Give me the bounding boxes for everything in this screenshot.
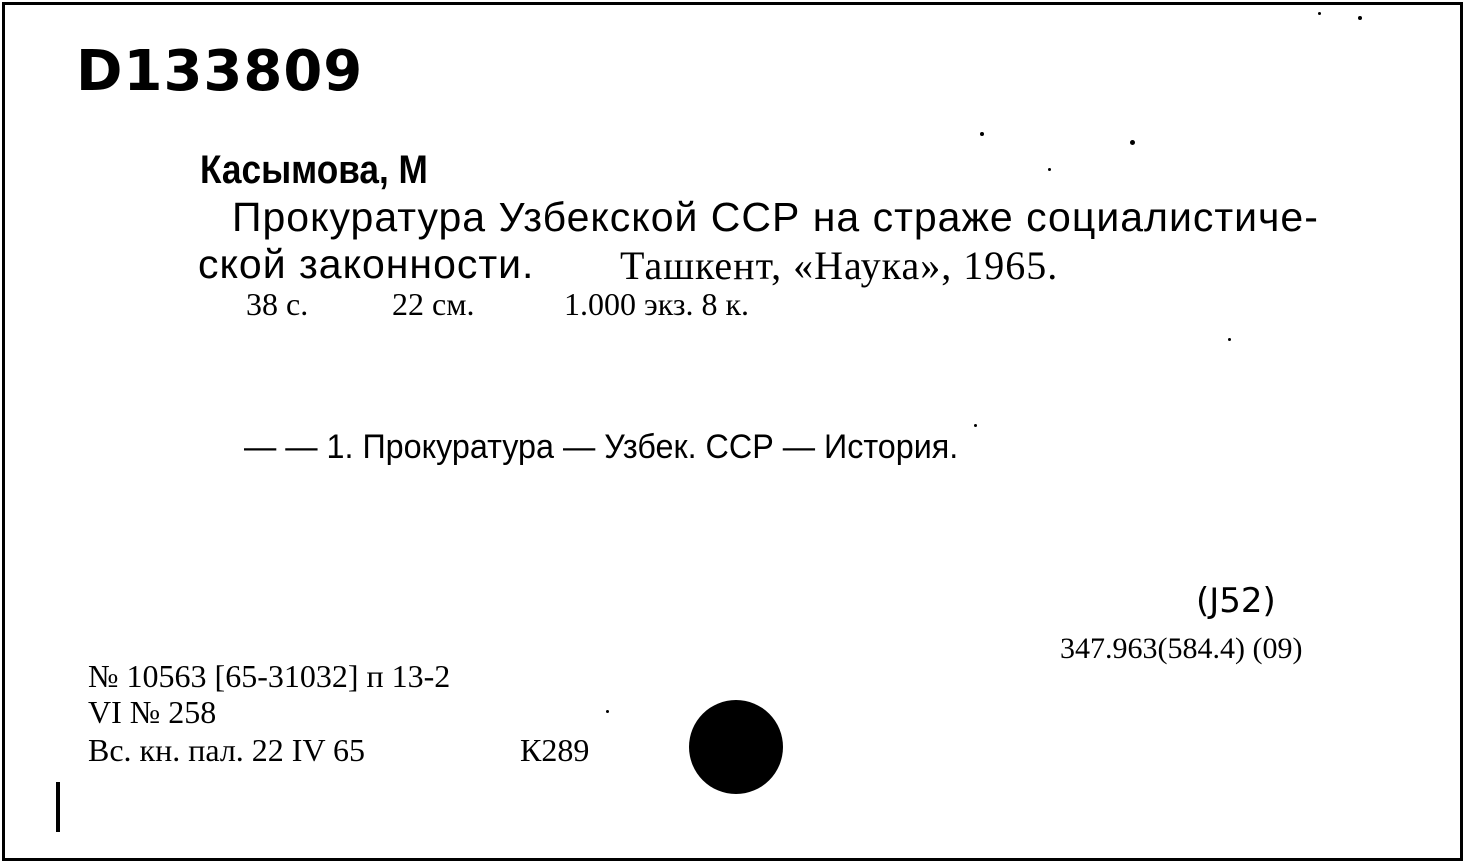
subject-heading: — — 1. Прокуратура — Узбек. ССР — История. (244, 428, 959, 466)
ink-speck (1318, 12, 1321, 15)
record-line-3: Вс. кн. пал. 22 IV 65 (88, 732, 365, 768)
edge-mark (56, 782, 60, 832)
record-line-2: VI № 258 (88, 694, 217, 730)
author-name: Касымова, М (200, 148, 428, 192)
copies-price: 1.000 экз. 8 к. (564, 286, 750, 322)
classification-number: 347.963(584.4) (09) (1060, 632, 1303, 665)
book-size: 22 см. (392, 286, 475, 322)
record-code: К289 (520, 732, 590, 768)
page-count: 38 с. (246, 286, 309, 322)
punch-hole (689, 700, 783, 794)
record-line-1: № 10563 [65-31032] п 13-2 (88, 658, 451, 694)
ink-speck (974, 424, 977, 427)
imprint: Ташкент, «Наука», 1965. (620, 243, 1059, 288)
ink-speck (1048, 168, 1051, 171)
title-line-2: ской законности. (198, 241, 535, 287)
ink-speck (606, 710, 609, 713)
ink-speck (1358, 16, 1362, 20)
ink-speck (980, 132, 984, 136)
ink-speck (1228, 338, 1231, 341)
ink-speck (1130, 140, 1135, 145)
inventory-number: D133809 (76, 39, 364, 104)
title-line-1: Прокуратура Узбекской ССР на страже социалистиче- (232, 194, 1319, 240)
handwritten-code: (J52) (1196, 581, 1276, 621)
